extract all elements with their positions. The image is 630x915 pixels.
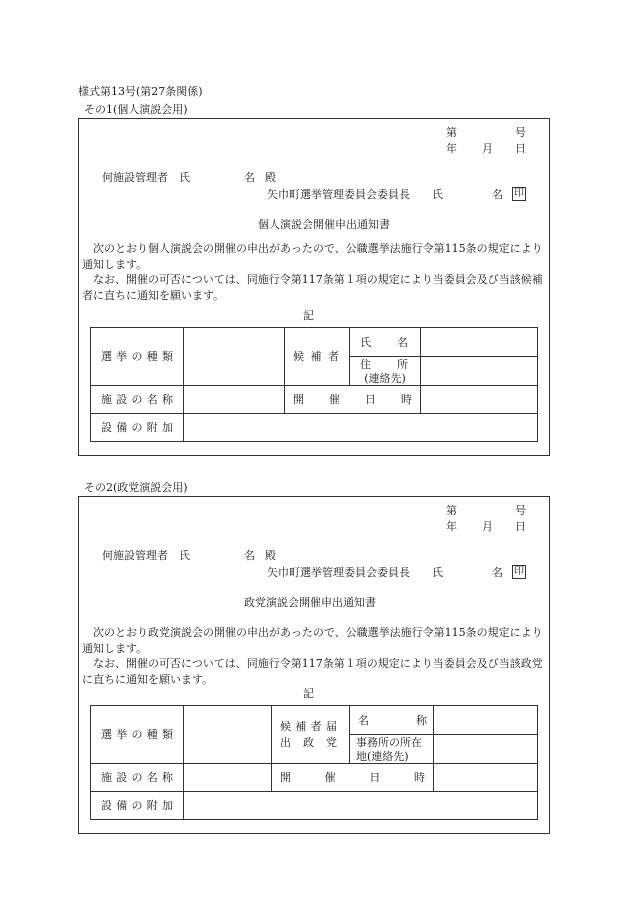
body-paragraph-1: 次のとおり政党演説会の開催の申出があったので、公職選挙法施行令第115条の規定により通知します。 — [82, 626, 543, 655]
body-paragraph-1: 次のとおり個人演説会の開催の申出があったので、公職選挙法施行令第115条の規定により通知します。 — [82, 242, 543, 271]
office-address-label: 事務所の所在 地(連絡先) — [350, 735, 434, 764]
date-time-label: 開 催 日 時 — [285, 386, 421, 414]
candidate-label: 候 補 者 — [285, 328, 350, 386]
date-year: 年 — [446, 142, 457, 155]
date-time-label: 開 催 日 時 — [272, 764, 434, 792]
section-1-form — [78, 118, 550, 456]
date-time-value[interactable] — [434, 764, 538, 792]
sender-mei: 名 — [492, 566, 503, 579]
name-value[interactable] — [421, 328, 538, 357]
addressee-dono: 殿 — [265, 549, 276, 562]
section-1-label: その1(個人演説会用) — [84, 103, 188, 116]
election-type-value[interactable] — [184, 706, 272, 764]
sender-ushi: 氏 — [432, 566, 443, 579]
election-type-value[interactable] — [184, 328, 285, 386]
section-2-form — [78, 496, 550, 834]
date-month: 月 — [482, 520, 493, 533]
election-type-label: 選 挙 の 種 類 — [91, 328, 184, 386]
address-value[interactable] — [421, 357, 538, 386]
doc-title: 個人演説会開催申出通知書 — [258, 218, 390, 231]
ki-label: 記 — [303, 687, 314, 700]
ki-label: 記 — [303, 309, 314, 322]
sender-ushi: 氏 — [432, 188, 443, 201]
addressee: 何施設管理者 — [102, 549, 168, 562]
addressee-mei: 名 — [244, 171, 255, 184]
date-year: 年 — [446, 520, 457, 533]
party-name-value[interactable] — [434, 706, 538, 735]
seal-stamp: 印 — [514, 566, 524, 577]
address-label: 住 所 (連絡先) — [350, 357, 421, 386]
facility-name-label: 施 設 の 名 称 — [91, 764, 184, 792]
addressee: 何施設管理者 — [102, 171, 168, 184]
addressee-ushi: 氏 — [179, 549, 190, 562]
sender: 矢巾町選挙管理委員会委員長 — [267, 566, 410, 579]
equipment-value[interactable] — [184, 414, 538, 442]
notice-table — [90, 327, 538, 442]
doc-number-gou: 号 — [515, 126, 526, 139]
equipment-label: 設 備 の 附 加 — [91, 414, 184, 442]
facility-name-value[interactable] — [184, 386, 285, 414]
addressee-ushi: 氏 — [179, 171, 190, 184]
addressee-dono: 殿 — [265, 171, 276, 184]
notice-table — [90, 705, 538, 820]
form-number: 様式第13号(第27条関係) — [78, 85, 203, 98]
name-label: 氏 名 — [350, 328, 421, 357]
election-type-label: 選 挙 の 種 類 — [91, 706, 184, 764]
doc-number-gou: 号 — [515, 504, 526, 517]
doc-number-dai: 第 — [446, 126, 457, 139]
section-2-label: その2(政党演説会用) — [84, 481, 188, 494]
date-time-value[interactable] — [421, 386, 538, 414]
office-address-value[interactable] — [434, 735, 538, 764]
doc-number-dai: 第 — [446, 504, 457, 517]
addressee-mei: 名 — [244, 549, 255, 562]
seal-stamp: 印 — [514, 188, 524, 199]
doc-title: 政党演説会開催申出通知書 — [244, 596, 376, 609]
body-paragraph-2: なお、開催の可否については、同施行令第117条第１項の規定により当委員会及び当該政党に直ちに通知を願います。 — [82, 657, 543, 686]
sender-mei: 名 — [492, 188, 503, 201]
sender: 矢巾町選挙管理委員会委員長 — [267, 188, 410, 201]
equipment-value[interactable] — [184, 792, 538, 820]
date-month: 月 — [482, 142, 493, 155]
date-day: 日 — [515, 142, 526, 155]
equipment-label: 設 備 の 附 加 — [91, 792, 184, 820]
party-label: 候 補 者 届 出 政 党 — [272, 706, 350, 764]
party-name-label: 名 称 — [350, 706, 434, 735]
body-paragraph-2: なお、開催の可否については、同施行令第117条第１項の規定により当委員会及び当該候補者に直ちに通知を願います。 — [82, 273, 543, 302]
date-day: 日 — [515, 520, 526, 533]
facility-name-value[interactable] — [184, 764, 272, 792]
facility-name-label: 施 設 の 名 称 — [91, 386, 184, 414]
